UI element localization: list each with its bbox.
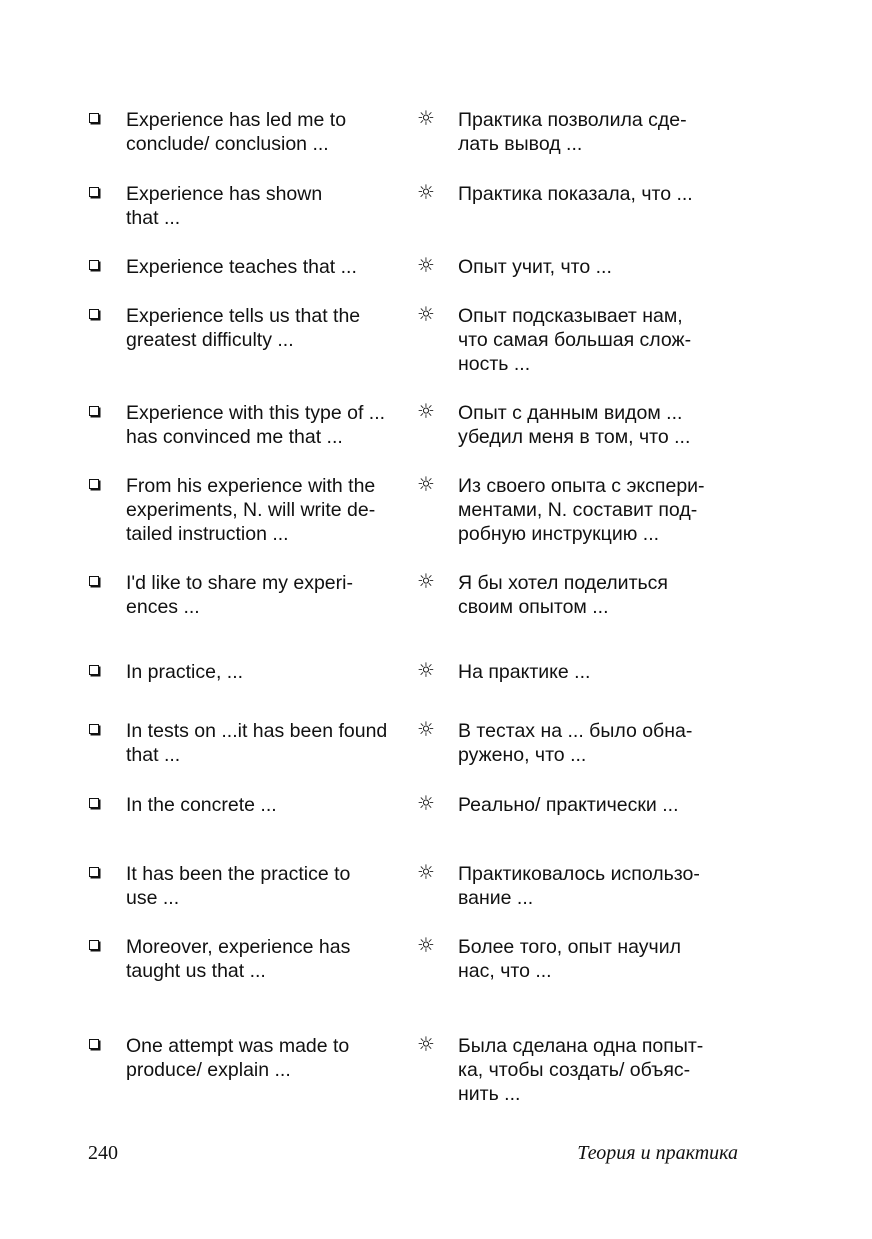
russian-translation: Практика показала, что ... (458, 183, 693, 205)
square-bullet-icon (89, 724, 99, 734)
sun-icon: ☼ (417, 1032, 435, 1056)
sun-icon: ☼ (417, 933, 435, 957)
square-bullet-icon (89, 798, 99, 808)
russian-translation: На практике ... (458, 661, 591, 683)
sun-icon: ☼ (417, 717, 435, 741)
square-bullet-icon (89, 867, 99, 877)
english-phrase: Experience teaches that ... (126, 256, 357, 278)
sun-icon: ☼ (417, 180, 435, 204)
sun-icon: ☼ (417, 253, 435, 277)
russian-translation: В тестах на ... было обна- ружено, что ... (458, 720, 693, 766)
english-phrase: In tests on ...it has been found that ... (126, 720, 388, 766)
russian-translation: Реально/ практически ... (458, 794, 679, 816)
square-bullet-icon (89, 309, 99, 319)
russian-translation: Была сделана одна попыт- ка, чтобы создать/ объяс- нить ... (458, 1035, 704, 1105)
sun-icon: ☼ (417, 658, 435, 682)
square-bullet-icon (89, 406, 99, 416)
square-bullet-icon (89, 576, 99, 586)
square-bullet-icon (89, 1039, 99, 1049)
sun-icon: ☼ (417, 791, 435, 815)
running-title: Теория и практика (577, 1142, 738, 1164)
english-phrase: From his experience with the experiments, N. will write de- tailed instruction ... (126, 475, 376, 545)
sun-icon: ☼ (417, 302, 435, 326)
square-bullet-icon (89, 479, 99, 489)
sun-icon: ☼ (417, 569, 435, 593)
sun-icon: ☼ (417, 106, 435, 130)
english-phrase: Experience has led me to conclude/ conclusion ... (126, 109, 347, 155)
russian-translation: Опыт учит, что ... (458, 256, 612, 278)
square-bullet-icon (89, 187, 99, 197)
page-number: 240 (88, 1142, 118, 1164)
russian-translation: Более того, опыт научил нас, что ... (458, 936, 681, 982)
english-phrase: Experience tells us that the greatest difficulty ... (126, 305, 361, 351)
russian-translation: Из своего опыта с экспери- ментами, N. составит под- робную инструкцию ... (458, 475, 705, 545)
square-bullet-icon (89, 940, 99, 950)
square-bullet-icon (89, 665, 99, 675)
sun-icon: ☼ (417, 472, 435, 496)
english-phrase: It has been the practice to use ... (126, 863, 351, 909)
sun-icon: ☼ (417, 860, 435, 884)
russian-translation: Я бы хотел поделиться своим опытом ... (458, 572, 668, 618)
english-phrase: I'd like to share my experi- ences ... (126, 572, 353, 618)
russian-translation: Опыт с данным видом ... убедил меня в том, что ... (458, 402, 691, 448)
english-phrase: In practice, ... (126, 661, 244, 683)
square-bullet-icon (89, 260, 99, 270)
square-bullet-icon (89, 113, 99, 123)
english-phrase: Moreover, experience has taught us that ... (126, 936, 351, 982)
english-phrase: Experience with this type of ... has convinced me that ... (126, 402, 386, 448)
english-phrase: One attempt was made to produce/ explain ... (126, 1035, 350, 1081)
russian-translation: Опыт подсказывает нам, что самая большая слож- ность ... (458, 305, 692, 375)
english-phrase: In the concrete ... (126, 794, 277, 816)
sun-icon: ☼ (417, 399, 435, 423)
russian-translation: Практиковалось использо- вание ... (458, 863, 700, 909)
english-phrase: Experience has shown that ... (126, 183, 323, 229)
russian-translation: Практика позволила сде- лать вывод ... (458, 109, 687, 155)
